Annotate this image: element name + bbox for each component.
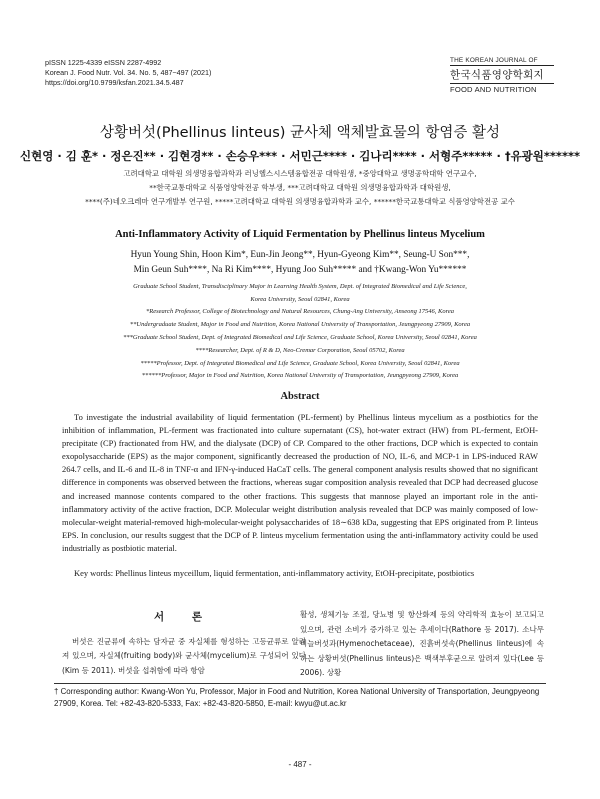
journal-name-en-bottom: FOOD AND NUTRITION [450,85,537,94]
corresponding-author-footnote: † Corresponding author: Kwang-Won Yu, Professor, Major in Food and Nutrition, Korea National University of Transportation, Jeungpyeong 27909, Korea. Tel: +82-43-820-5333, Fax: +82-43-820-5850, E-mail: kwyu@ut.ac.kr [54,683,546,710]
journal-name-ko: 한국식품영양학회지 [450,65,554,84]
body-paragraph-left: 버섯은 진균류에 속하는 담자균 중 자실체를 형성하는 고등균류로 알려져 있으며, 자실체(fruiting body)와 균사체(mycelium)로 구성되어 있다(Kim 등 2011). 버섯을 섭취함에 따라 항암 [62,636,306,675]
citation-line: Korean J. Food Nutr. Vol. 34. No. 5, 487~497 (2021) [45,68,212,77]
body-column-right [300,608,544,681]
doi-link[interactable]: https://doi.org/10.9799/ksfan.2021.34.5.487 [45,78,184,87]
affiliation-english-4: **Undergraduate Student, Major in Food and Nutrition, Korea National University of Transportation, Jeungpyeong 27909, Korea [129,321,471,328]
citation-block [45,58,211,88]
affiliation-english-1: Graduate School Student, Transdisciplinary Major in Learning Health System, Dept. of Integrated Biomedical and Life Science, [133,283,467,290]
authors-english-line-1: Hyun Young Shin, Hoon Kim*, Eun-Jin Jeong**, Hyun-Gyeong Kim**, Seung-U Son***, [130,250,470,260]
affiliation-korean-3: ****(주)네오크레마 연구개발부 연구원, *****고려대학교 대학원 의생명융합과학과 교수, ******한국교통대학교 식품영양학전공 교수 [85,197,515,206]
section-heading-introduction: 서 론 [154,611,214,623]
issn-line: pISSN 1225-4339 eISSN 2287-4992 [45,58,162,67]
affiliation-korean-2: **한국교통대학교 식품영양학전공 학부생, ***고려대학교 대학원 의생명융합과학과 대학원생, [149,183,451,192]
keywords: Key words: Phellinus linteus myceillum, liquid fermentation, anti-inflammatory activity, EtOH-precipitate, postbiotics [74,568,475,578]
authors-korean: 신현영 · 김 훈* · 정은진** · 김현경** · 손승우*** · 서민근**** · 김나리**** · 서형주***** · †유광원****** [20,149,580,163]
affiliation-english-3: *Research Professor, College of Biotechnology and Natural Resources, Chung-Ang University, Anseong 17546, Korea [146,308,454,315]
journal-name-en-top: THE KOREAN JOURNAL OF [450,57,538,64]
affiliation-english-6: ****Researcher, Dept. of R & D, Neo-Cremar Corporation, Seoul 05702, Korea [195,347,405,354]
authors-english-line-2: Min Geun Suh****, Na Ri Kim****, Hyung Joo Suh***** and †Kwang-Won Yu****** [133,265,467,275]
abstract-heading: Abstract [280,391,320,402]
title-korean: 상황버섯(Phellinus linteus) 균사체 액체발효물의 항염증 활성 [100,125,500,141]
body-column-left [62,610,306,678]
title-english: Anti-Inflammatory Activity of Liquid Fermentation by Phellinus linteus Mycelium [115,229,485,240]
affiliation-english-8: ******Professor, Major in Food and Nutrition, Korea National University of Transportation, Jeungpyeong 27909, Korea [141,372,459,379]
affiliation-english-2: Korea University, Seoul 02841, Korea [250,296,350,303]
page-number: - 487 - [288,760,312,769]
affiliation-korean-1: 고려대학교 대학원 의생명융합과학과 러닝헬스시스템융합전공 대학원생, *중앙대학교 생명공학대학 연구교수, [123,169,477,178]
affiliation-english-5: ***Graduate School Student, Dept. of Integrated Biomedical and Life Science, Graduate School, Korea University, Seoul 02841, Korea [123,334,477,341]
abstract-body: To investigate the industrial availability of liquid fermentation (PL-ferment) by Phellinus linteus mycelium as a postbiotics for the inhibition of inflammation, PL-ferment was fractionated into culture supernatant (CS), hot-water extract (HW) from PL-ferment, EtOH-precipitate (CP) fractionated from HW, and the dialysate (DCP) of CP. Compared to the other fractions, DCP which is expected to contain exopolysaccharide (EPS) as the major component, significantly decreased the production of NO, IL-6, and MCP-1 in LPS-induced RAW 264.7 cells, and IL-6 and IL-8 in TNF-α and IFN-γ-induced HaCaT cells. The general component analysis results showed that no significant difference in components was observed between the fractions, whereas sugar composition analysis revealed that DCP had decreased glucose and increased mannose contents compared to the other fractions. This suggests that mannose played an important role in the anti-inflammatory activity of the active fraction, DCP. Molecular weight distribution analysis revealed that DCP was mainly composed of low-molecular-weight material-removed high-molecular-weight polysaccharides of 18∼638 kDa, suggesting that EPS originated from P. linteus EPS. In conclusion, our results suggest that the DCP of P. linteus mycelium fermentation using the anti-inflammatory activity could be used industrially as postbiotic material. [62,412,538,553]
body-paragraph-right: 활성, 생체기능 조절, 당뇨병 및 항산화제 등의 약리학적 효능이 보고되고 있으며, 관련 소비가 증가하고 있는 추세이다(Rathore 등 2017). 소나무 비늘버섯과(Hymenochetaceae), 진흙버섯속(Phellinus linteus)에 속하는 상황버섯(Phellinus linteus)은 백색부후균으로 알려져 있다(Lee 등 2006). 상황 [300,610,544,678]
journal-logo [450,57,554,94]
affiliation-english-7: *****Professor, Dept. of Integrated Biomedical and Life Science, Graduate School, Korea University, Seoul 02841, Korea [140,360,460,367]
